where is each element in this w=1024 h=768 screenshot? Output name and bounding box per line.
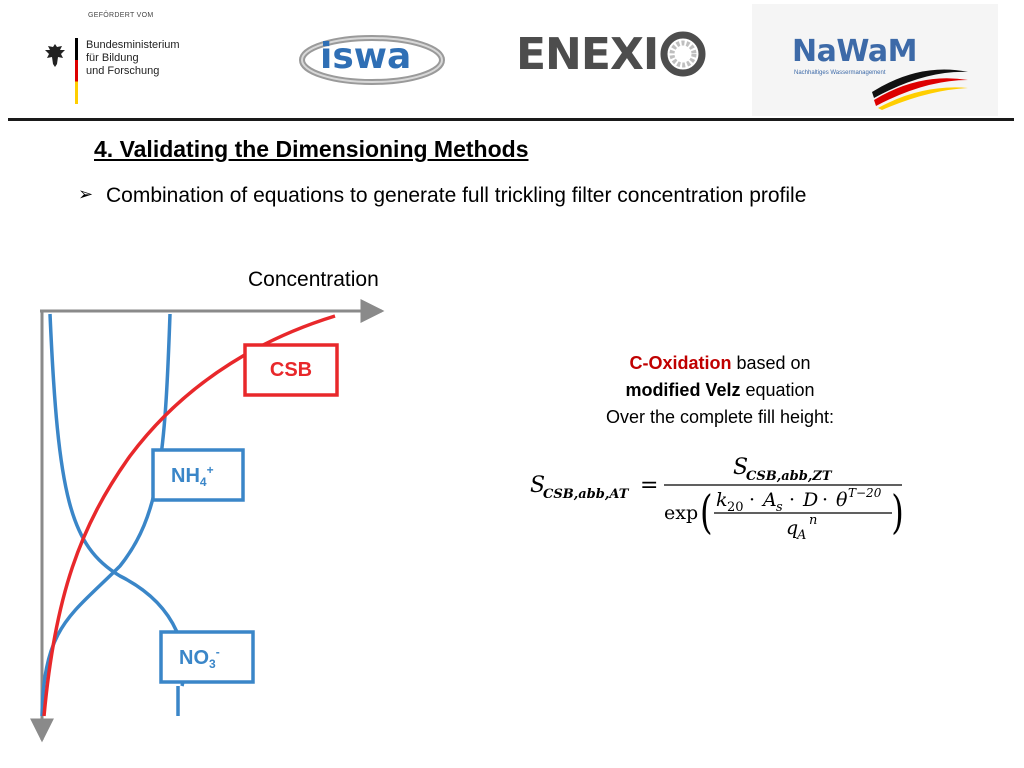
dot-3: · bbox=[822, 489, 829, 511]
nawam-subtitle: Nachhaltiges Wassermanagement bbox=[794, 70, 886, 76]
d-symbol: D bbox=[803, 489, 819, 511]
enexio-wordmark: ENEXI bbox=[516, 28, 659, 80]
iswa-wordmark: iswa bbox=[320, 36, 412, 77]
bmbf-logo bbox=[44, 12, 204, 108]
lhs-symbol: S bbox=[530, 473, 546, 498]
a-symbol: A bbox=[763, 489, 777, 511]
slide-title: 4. Validating the Dimensioning Methods bbox=[94, 136, 529, 162]
right-paren: ) bbox=[891, 486, 904, 540]
equation-description bbox=[560, 350, 880, 431]
no3-label: $NO_3^-$ bbox=[179, 645, 220, 671]
nawam-wordmark: NaWaM bbox=[792, 34, 917, 69]
theta-exponent: T−20 bbox=[848, 486, 882, 500]
concentration-profile-diagram bbox=[30, 296, 400, 752]
bullet-text: Combination of equations to generate full trickling filter concentration profile bbox=[106, 184, 807, 207]
k-symbol: k bbox=[716, 489, 728, 511]
left-paren: ( bbox=[700, 486, 713, 540]
dot-1: · bbox=[749, 489, 756, 511]
equals-sign: = bbox=[640, 473, 659, 498]
description-line-1 bbox=[560, 350, 880, 377]
header-divider bbox=[8, 118, 1014, 121]
description-line-3: Over the complete fill height: bbox=[605, 407, 835, 427]
k-subscript: 20 bbox=[727, 500, 744, 515]
numerator-subscript: CSB,abb,ZT bbox=[746, 469, 832, 484]
nh4-curve-lower bbox=[42, 314, 170, 716]
exp-function: exp bbox=[664, 502, 699, 524]
description-line-1-rest: based on bbox=[731, 353, 811, 373]
theta-symbol: θ bbox=[836, 489, 848, 511]
lhs-subscript: CSB,abb,AT bbox=[543, 487, 629, 502]
dot-2: · bbox=[789, 489, 796, 511]
q-symbol: q bbox=[786, 517, 799, 539]
iswa-logo bbox=[298, 22, 446, 88]
nh4-label: $NH_4^+$ bbox=[171, 463, 214, 489]
flag-swoosh-icon bbox=[870, 62, 970, 110]
modified-velz-highlight: modified Velz bbox=[625, 380, 741, 400]
velz-equation bbox=[530, 452, 930, 542]
csb-label: CSB bbox=[269, 359, 313, 381]
nawam-logo bbox=[752, 4, 998, 116]
enexio-o-icon bbox=[660, 31, 706, 77]
german-flag-stripe bbox=[75, 38, 78, 104]
arrow-bullet-icon: ➢ bbox=[78, 184, 94, 205]
a-subscript: s bbox=[776, 500, 783, 515]
c-oxidation-highlight: C-Oxidation bbox=[629, 353, 732, 373]
description-line-2-rest: equation bbox=[740, 380, 815, 400]
chart-axis-label: Concentration bbox=[248, 268, 379, 291]
enexio-logo bbox=[516, 26, 706, 82]
sponsor-logos bbox=[0, 0, 1024, 118]
bmbf-funded-text: GEFÖRDERT VOM bbox=[88, 12, 154, 19]
bullet-point bbox=[78, 184, 806, 208]
numerator-symbol: S bbox=[733, 455, 749, 480]
description-line-2 bbox=[560, 377, 880, 404]
eagle-icon bbox=[44, 42, 66, 68]
q-exponent: n bbox=[809, 513, 818, 528]
q-subscript: A bbox=[797, 528, 807, 542]
bmbf-name: Bundesministerium für Bildung und Forschung bbox=[86, 39, 180, 77]
